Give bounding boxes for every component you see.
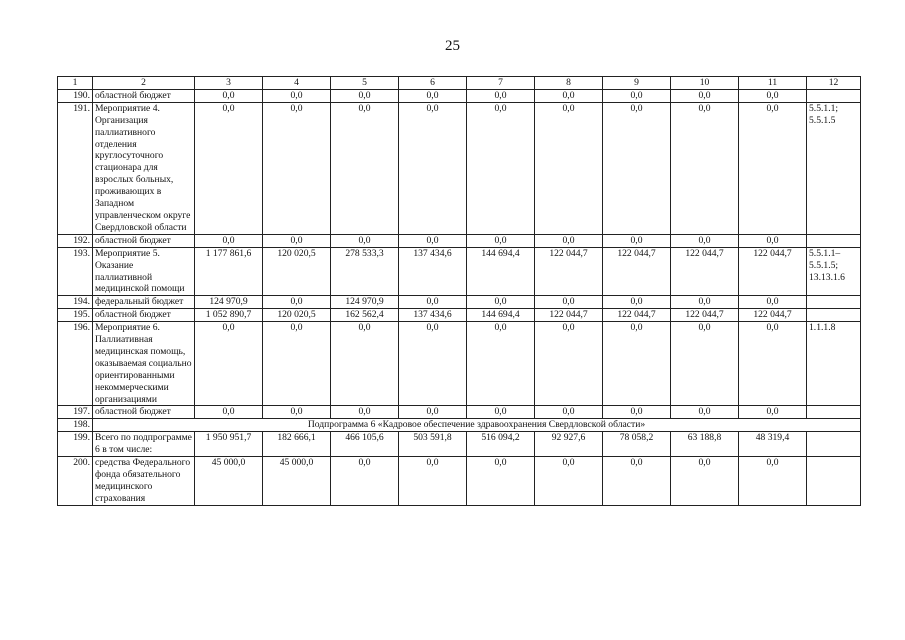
- target-indicator-ref: [807, 457, 861, 506]
- value-cell: 0,0: [671, 89, 739, 102]
- value-cell: 0,0: [671, 102, 739, 234]
- table-row: [58, 89, 861, 102]
- value-cell: 0,0: [195, 89, 263, 102]
- row-label: Мероприятие 5. Оказание паллиативной медицинской помощи: [93, 247, 195, 296]
- table-row: [58, 234, 861, 247]
- value-cell: 0,0: [535, 234, 603, 247]
- value-cell: 0,0: [739, 89, 807, 102]
- value-cell: 278 533,3: [331, 247, 399, 296]
- column-number-11: 11: [739, 77, 807, 90]
- row-number: 190.: [58, 89, 93, 102]
- row-number: 196.: [58, 322, 93, 406]
- table-row: [58, 296, 861, 309]
- value-cell: 0,0: [739, 296, 807, 309]
- value-cell: 0,0: [399, 457, 467, 506]
- value-cell: 0,0: [331, 234, 399, 247]
- value-cell: 1 950 951,7: [195, 432, 263, 457]
- value-cell: 0,0: [331, 89, 399, 102]
- value-cell: 1 052 890,7: [195, 309, 263, 322]
- value-cell: 0,0: [603, 89, 671, 102]
- column-number-8: 8: [535, 77, 603, 90]
- column-number-12: 12: [807, 77, 861, 90]
- value-cell: 0,0: [603, 406, 671, 419]
- target-indicator-ref: 5.5.1.1; 5.5.1.5: [807, 102, 861, 234]
- column-number-header-row: [58, 77, 861, 90]
- table-row: [58, 432, 861, 457]
- value-cell: 182 666,1: [263, 432, 331, 457]
- table-row: [58, 247, 861, 296]
- value-cell: 122 044,7: [603, 309, 671, 322]
- value-cell: 0,0: [603, 457, 671, 506]
- value-cell: 0,0: [603, 322, 671, 406]
- value-cell: 0,0: [399, 102, 467, 234]
- subprogram-title: Подпрограмма 6 «Кадровое обеспечение здравоохранения Свердловской области»: [93, 419, 861, 432]
- value-cell: 1 177 861,6: [195, 247, 263, 296]
- value-cell: 124 970,9: [195, 296, 263, 309]
- value-cell: 0,0: [739, 102, 807, 234]
- column-number-10: 10: [671, 77, 739, 90]
- target-indicator-ref: 1.1.1.8: [807, 322, 861, 406]
- value-cell: 0,0: [535, 102, 603, 234]
- value-cell: 124 970,9: [331, 296, 399, 309]
- value-cell: 503 591,8: [399, 432, 467, 457]
- value-cell: 120 020,5: [263, 247, 331, 296]
- value-cell: 0,0: [467, 406, 535, 419]
- value-cell: 0,0: [467, 102, 535, 234]
- value-cell: 137 434,6: [399, 309, 467, 322]
- target-indicator-ref: [807, 406, 861, 419]
- value-cell: 0,0: [671, 406, 739, 419]
- value-cell: 466 105,6: [331, 432, 399, 457]
- value-cell: 0,0: [263, 406, 331, 419]
- value-cell: 122 044,7: [671, 247, 739, 296]
- value-cell: 0,0: [195, 406, 263, 419]
- table-row: [58, 309, 861, 322]
- target-indicator-ref: [807, 296, 861, 309]
- value-cell: 0,0: [603, 234, 671, 247]
- table-row: [58, 406, 861, 419]
- column-number-4: 4: [263, 77, 331, 90]
- value-cell: 0,0: [671, 296, 739, 309]
- row-number: 192.: [58, 234, 93, 247]
- value-cell: 0,0: [399, 89, 467, 102]
- value-cell: 0,0: [535, 457, 603, 506]
- value-cell: 122 044,7: [671, 309, 739, 322]
- target-indicator-ref: 5.5.1.1– 5.5.1.5; 13.13.1.6: [807, 247, 861, 296]
- value-cell: 122 044,7: [739, 309, 807, 322]
- value-cell: 0,0: [739, 322, 807, 406]
- value-cell: 0,0: [263, 322, 331, 406]
- target-indicator-ref: [807, 89, 861, 102]
- value-cell: 0,0: [331, 406, 399, 419]
- value-cell: 0,0: [739, 457, 807, 506]
- value-cell: 0,0: [195, 322, 263, 406]
- column-number-9: 9: [603, 77, 671, 90]
- value-cell: 0,0: [739, 406, 807, 419]
- value-cell: 0,0: [739, 234, 807, 247]
- value-cell: 0,0: [671, 322, 739, 406]
- value-cell: 0,0: [603, 102, 671, 234]
- value-cell: 0,0: [535, 322, 603, 406]
- value-cell: 63 188,8: [671, 432, 739, 457]
- table-row: [58, 322, 861, 406]
- value-cell: 0,0: [331, 322, 399, 406]
- target-indicator-ref: [807, 432, 861, 457]
- value-cell: 0,0: [467, 296, 535, 309]
- value-cell: 0,0: [331, 102, 399, 234]
- table-row: [58, 102, 861, 234]
- value-cell: 122 044,7: [603, 247, 671, 296]
- page-number: 25: [445, 38, 460, 54]
- value-cell: 0,0: [535, 89, 603, 102]
- value-cell: 137 434,6: [399, 247, 467, 296]
- value-cell: 0,0: [263, 102, 331, 234]
- value-cell: 0,0: [467, 322, 535, 406]
- budget-table: [57, 76, 861, 506]
- row-label: Мероприятие 6. Паллиативная медицинская помощь, оказываемая социально ориентированными некоммерческими организациями: [93, 322, 195, 406]
- value-cell: 144 694,4: [467, 309, 535, 322]
- column-number-5: 5: [331, 77, 399, 90]
- row-label: областной бюджет: [93, 234, 195, 247]
- row-label: федеральный бюджет: [93, 296, 195, 309]
- value-cell: 0,0: [467, 89, 535, 102]
- row-number: 199.: [58, 432, 93, 457]
- row-number: 197.: [58, 406, 93, 419]
- value-cell: 0,0: [671, 234, 739, 247]
- column-number-1: 1: [58, 77, 93, 90]
- value-cell: 0,0: [535, 296, 603, 309]
- value-cell: 0,0: [467, 457, 535, 506]
- row-number: 195.: [58, 309, 93, 322]
- row-label: областной бюджет: [93, 406, 195, 419]
- value-cell: 78 058,2: [603, 432, 671, 457]
- row-label: Всего по подпрограмме 6 в том числе:: [93, 432, 195, 457]
- value-cell: 0,0: [263, 234, 331, 247]
- table-row: [58, 457, 861, 506]
- column-number-7: 7: [467, 77, 535, 90]
- value-cell: 45 000,0: [195, 457, 263, 506]
- value-cell: 0,0: [399, 322, 467, 406]
- value-cell: 0,0: [399, 234, 467, 247]
- value-cell: 0,0: [331, 457, 399, 506]
- row-label: средства Федерального фонда обязательного медицинского страхования: [93, 457, 195, 506]
- value-cell: 0,0: [263, 296, 331, 309]
- value-cell: 0,0: [195, 234, 263, 247]
- value-cell: 0,0: [399, 406, 467, 419]
- row-number: 194.: [58, 296, 93, 309]
- value-cell: 122 044,7: [739, 247, 807, 296]
- value-cell: 144 694,4: [467, 247, 535, 296]
- value-cell: 0,0: [195, 102, 263, 234]
- value-cell: 0,0: [603, 296, 671, 309]
- row-label: Мероприятие 4. Организация паллиативного отделения круглосуточного стационара для взрослых больных, проживающих в Западном управленческом округе Свердловской области: [93, 102, 195, 234]
- target-indicator-ref: [807, 309, 861, 322]
- row-label: областной бюджет: [93, 89, 195, 102]
- row-label: областной бюджет: [93, 309, 195, 322]
- value-cell: 0,0: [671, 457, 739, 506]
- value-cell: 45 000,0: [263, 457, 331, 506]
- column-number-2: 2: [93, 77, 195, 90]
- row-number: 198.: [58, 419, 93, 432]
- value-cell: 92 927,6: [535, 432, 603, 457]
- value-cell: 122 044,7: [535, 309, 603, 322]
- value-cell: 48 319,4: [739, 432, 807, 457]
- value-cell: 122 044,7: [535, 247, 603, 296]
- value-cell: 162 562,4: [331, 309, 399, 322]
- value-cell: 0,0: [263, 89, 331, 102]
- row-number: 193.: [58, 247, 93, 296]
- value-cell: 120 020,5: [263, 309, 331, 322]
- value-cell: 0,0: [467, 234, 535, 247]
- value-cell: 516 094,2: [467, 432, 535, 457]
- value-cell: 0,0: [535, 406, 603, 419]
- table-row: [58, 419, 861, 432]
- column-number-3: 3: [195, 77, 263, 90]
- value-cell: 0,0: [399, 296, 467, 309]
- target-indicator-ref: [807, 234, 861, 247]
- row-number: 200.: [58, 457, 93, 506]
- column-number-6: 6: [399, 77, 467, 90]
- row-number: 191.: [58, 102, 93, 234]
